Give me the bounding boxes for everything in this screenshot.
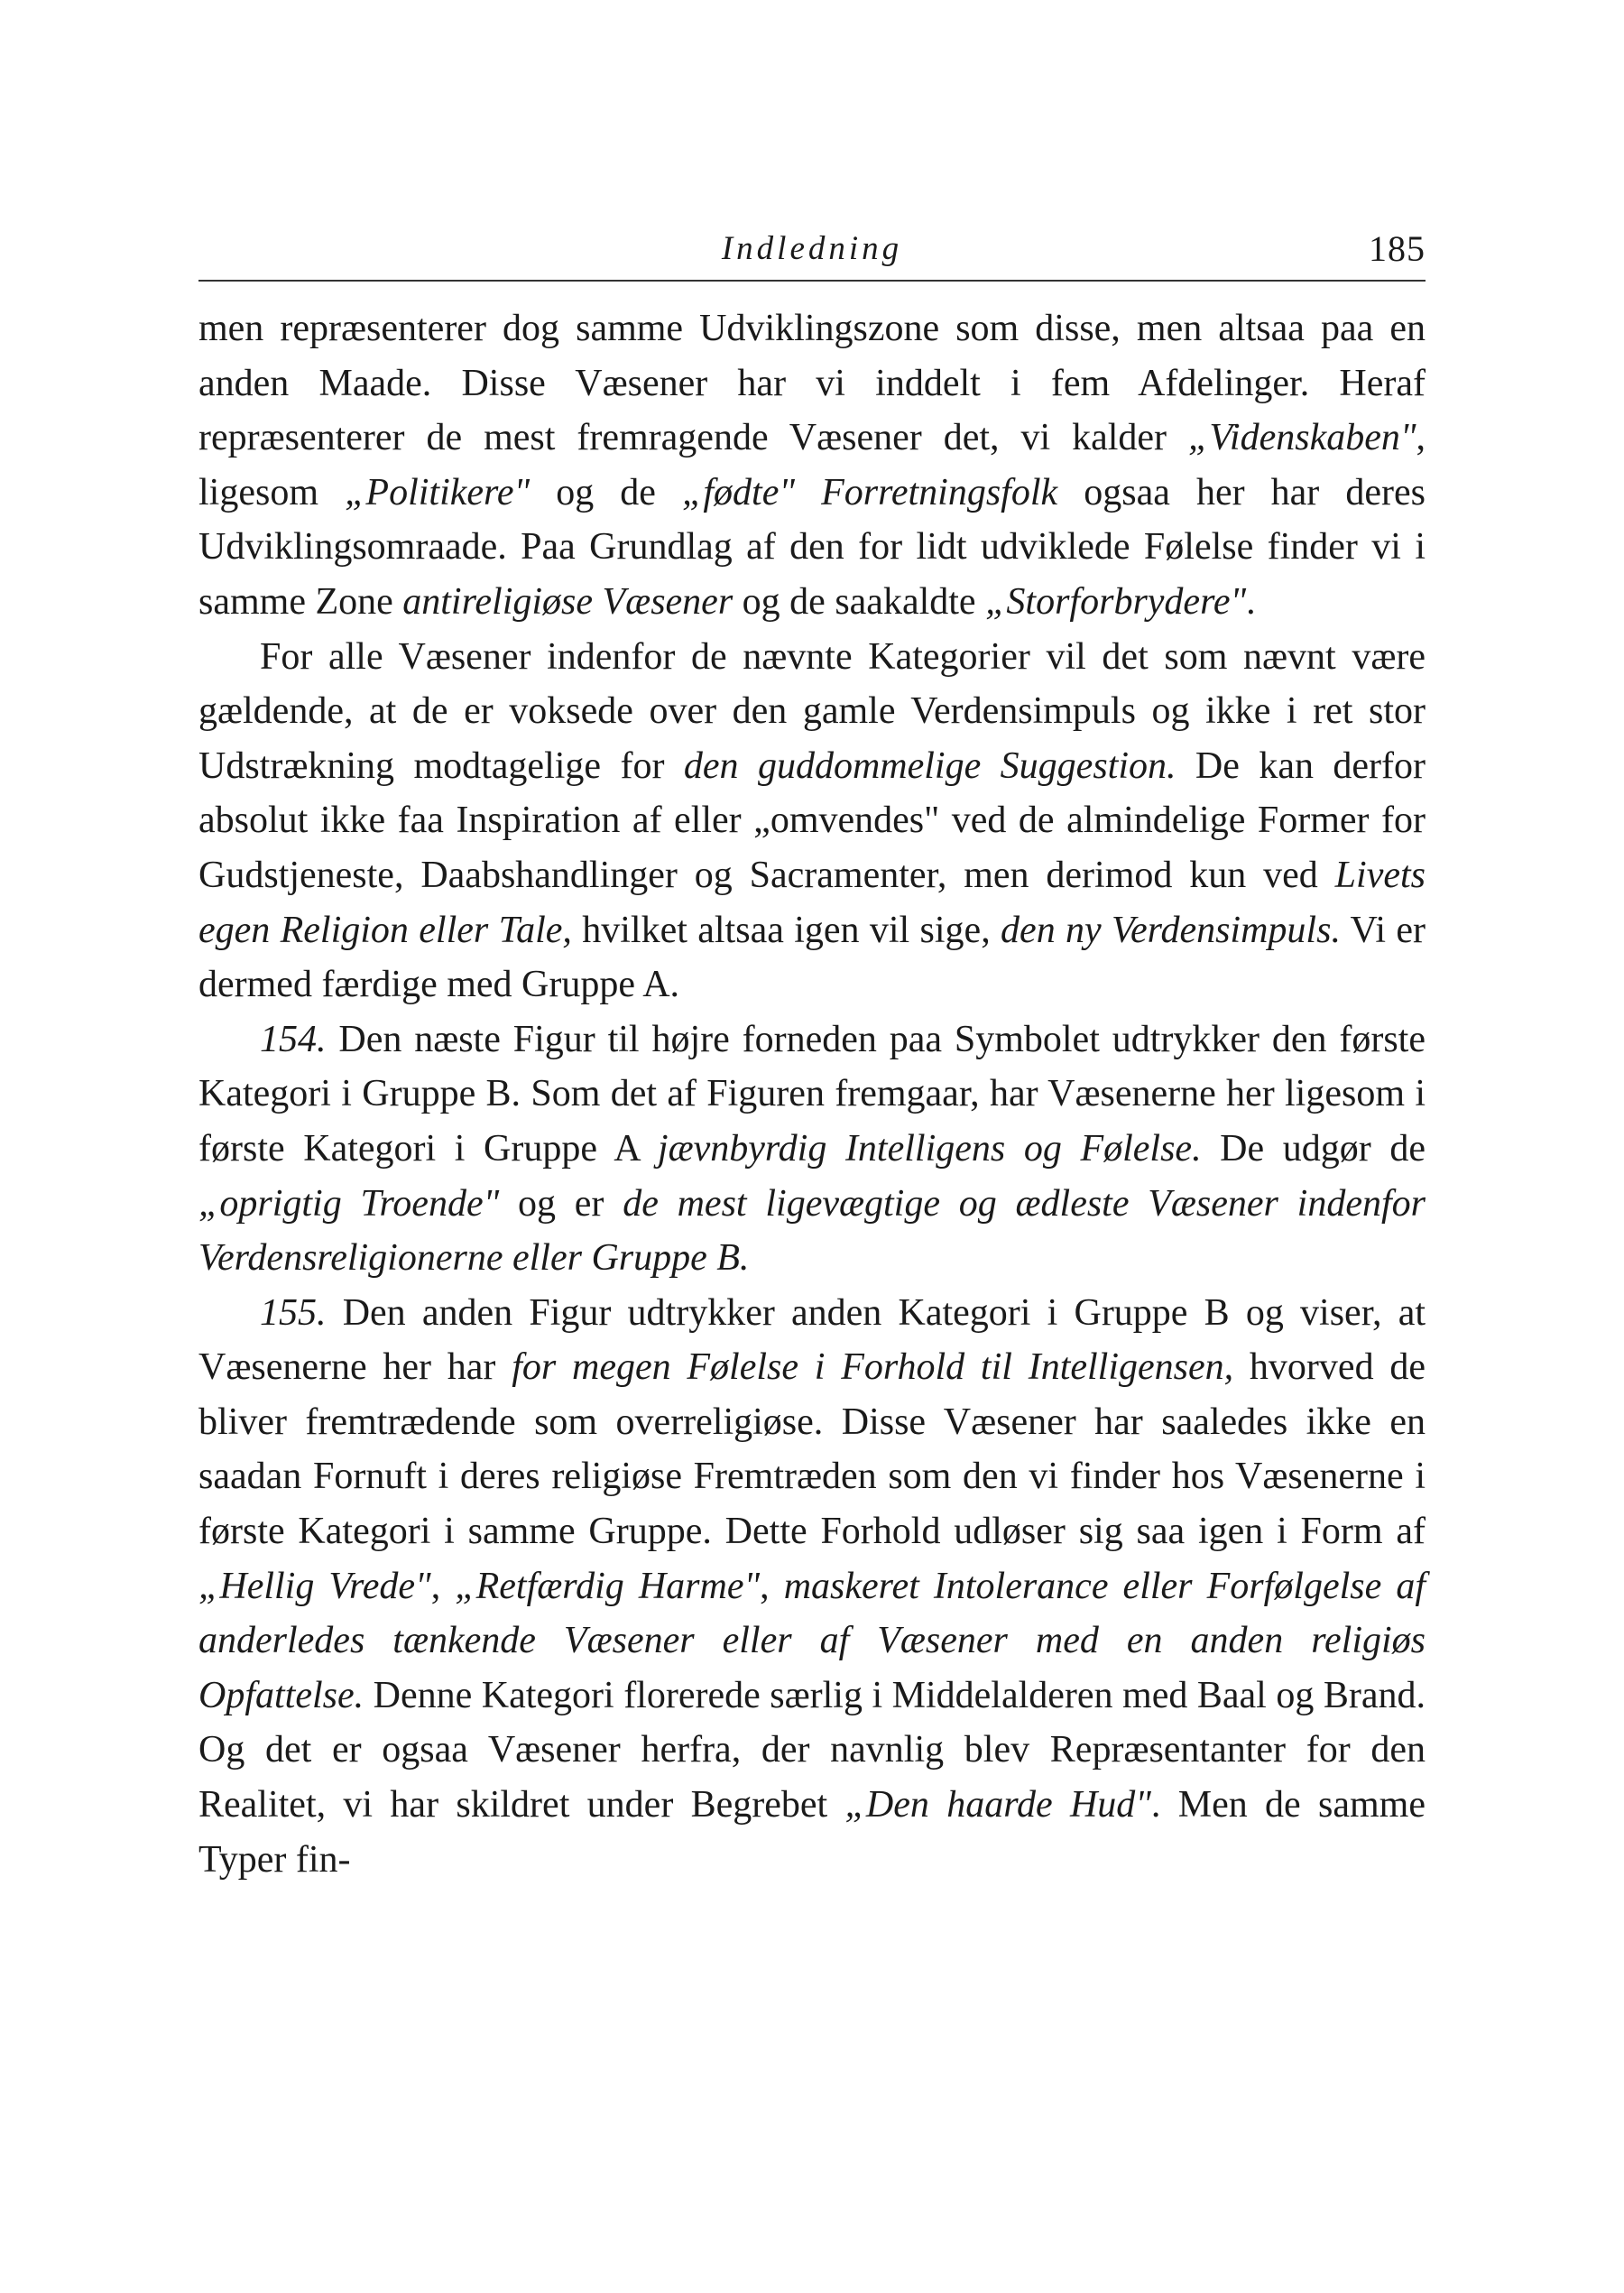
italic-text: antireligiøse Væsener bbox=[402, 580, 734, 623]
italic-text: „Videnskaben" bbox=[1188, 417, 1416, 459]
text-run: De udgør de bbox=[1201, 1127, 1426, 1170]
text-run: og er bbox=[499, 1182, 623, 1225]
text-run: og de bbox=[530, 471, 683, 513]
text-run: og de saakaldte bbox=[733, 580, 986, 623]
text-run: Den anden Figur udtrykker anden Kategori i Gruppe B og viser, at Væsenerne her har bbox=[198, 1291, 1426, 1389]
text-run: De kan derfor absolut ikke faa Inspiration af eller „omvendes" ved de almindelige Former for Gudstjeneste, Daabshandlinger og Sacramenter, men derimod kun ved bbox=[198, 744, 1426, 896]
italic-text: de mest ligevægtige og ædleste Væsener indenfor Verdensreligionerne eller Gruppe B. bbox=[198, 1182, 1426, 1280]
book-page bbox=[198, 226, 1426, 1887]
text-run: , bbox=[760, 1565, 784, 1607]
italic-text: 155. bbox=[260, 1291, 327, 1334]
text-run: , bbox=[430, 1565, 456, 1607]
running-title: Indledning bbox=[721, 230, 903, 267]
paragraph bbox=[198, 301, 1426, 630]
text-run: . bbox=[1246, 580, 1256, 623]
text-run: men repræsenterer dog samme Udviklingszone som disse, men altsaa paa en anden Maade. Disse Væsener har vi inddelt i fem Afdelinger. Heraf repræsenterer de mest fremragende Væsener det, vi kalder bbox=[198, 308, 1426, 459]
page-number: 185 bbox=[1369, 228, 1426, 269]
text-run: Vi er dermed færdige med Gruppe A. bbox=[198, 909, 1426, 1006]
italic-text: „Retfærdig Harme" bbox=[455, 1565, 761, 1607]
text-run: For alle Væsener indenfor de nævnte Kategorier vil det som nævnt være gældende, at de er voksede over den gamle Verdensimpuls og ikke i ret stor Udstrækning modtagelige for bbox=[198, 635, 1426, 787]
text-run: hvorved de bliver fremtrædende som overreligiøse. Disse Væsener har saaledes ikke en saadan Fornuft i deres religiøse Fremtræden som den vi finder hos Væsenerne i første Kategori i samme Gruppe. Dette Forhold udløser sig saa igen i Form af bbox=[198, 1346, 1426, 1553]
italic-text: „Hellig Vrede" bbox=[198, 1565, 431, 1607]
running-header bbox=[198, 226, 1426, 282]
italic-text: „Den haarde Hud" bbox=[844, 1784, 1151, 1826]
italic-text: den ny Verdensimpuls. bbox=[1001, 909, 1341, 951]
paragraph bbox=[198, 1286, 1426, 1888]
text-run: , ligesom bbox=[198, 417, 1426, 513]
paragraph bbox=[198, 630, 1426, 1012]
italic-text: „Politikere" bbox=[345, 471, 531, 513]
italic-text: den guddommelige Suggestion. bbox=[683, 744, 1176, 787]
text-run: hvilket altsaa igen vil sige, bbox=[571, 909, 1001, 951]
italic-text: for megen Følelse i Forhold til Intelligensen, bbox=[512, 1346, 1234, 1389]
italic-text: „fødte" Forretningsfolk bbox=[682, 471, 1058, 513]
text-run: Den næste Figur til højre forneden paa Symbolet udtrykker den første Kategori i Gruppe B. Som det af Figuren fremgaar, har Væsenerne her ligesom i første Kategori i Gruppe A bbox=[198, 1018, 1426, 1170]
italic-text: jævnbyrdig Intelligens og Følelse. bbox=[657, 1127, 1202, 1170]
italic-text: „oprigtig Troende" bbox=[198, 1182, 500, 1225]
italic-text: maskeret Intolerance eller Forfølgelse af anderledes tænkende Væsener eller af Væsener med en anden religiøs Opfattelse. bbox=[198, 1565, 1426, 1716]
paragraph bbox=[198, 1012, 1426, 1286]
italic-text: „Storforbrydere" bbox=[985, 580, 1247, 623]
italic-text: Livets egen Religion eller Tale, bbox=[198, 854, 1426, 951]
text-run: Denne Kategori florerede særlig i Middelalderen med Baal og Brand. Og det er ogsaa Væsener herfra, der navnlig blev Repræsentanter for den Realitet, vi har skildret under Begrebet bbox=[198, 1674, 1426, 1826]
text-run: . Men de samme Typer fin- bbox=[198, 1784, 1426, 1881]
body-text bbox=[198, 301, 1426, 1887]
text-run: ogsaa her har deres Udviklingsomraade. Paa Grundlag af den for lidt udviklede Følelse finder vi i samme Zone bbox=[198, 471, 1426, 623]
italic-text: 154. bbox=[260, 1018, 327, 1060]
